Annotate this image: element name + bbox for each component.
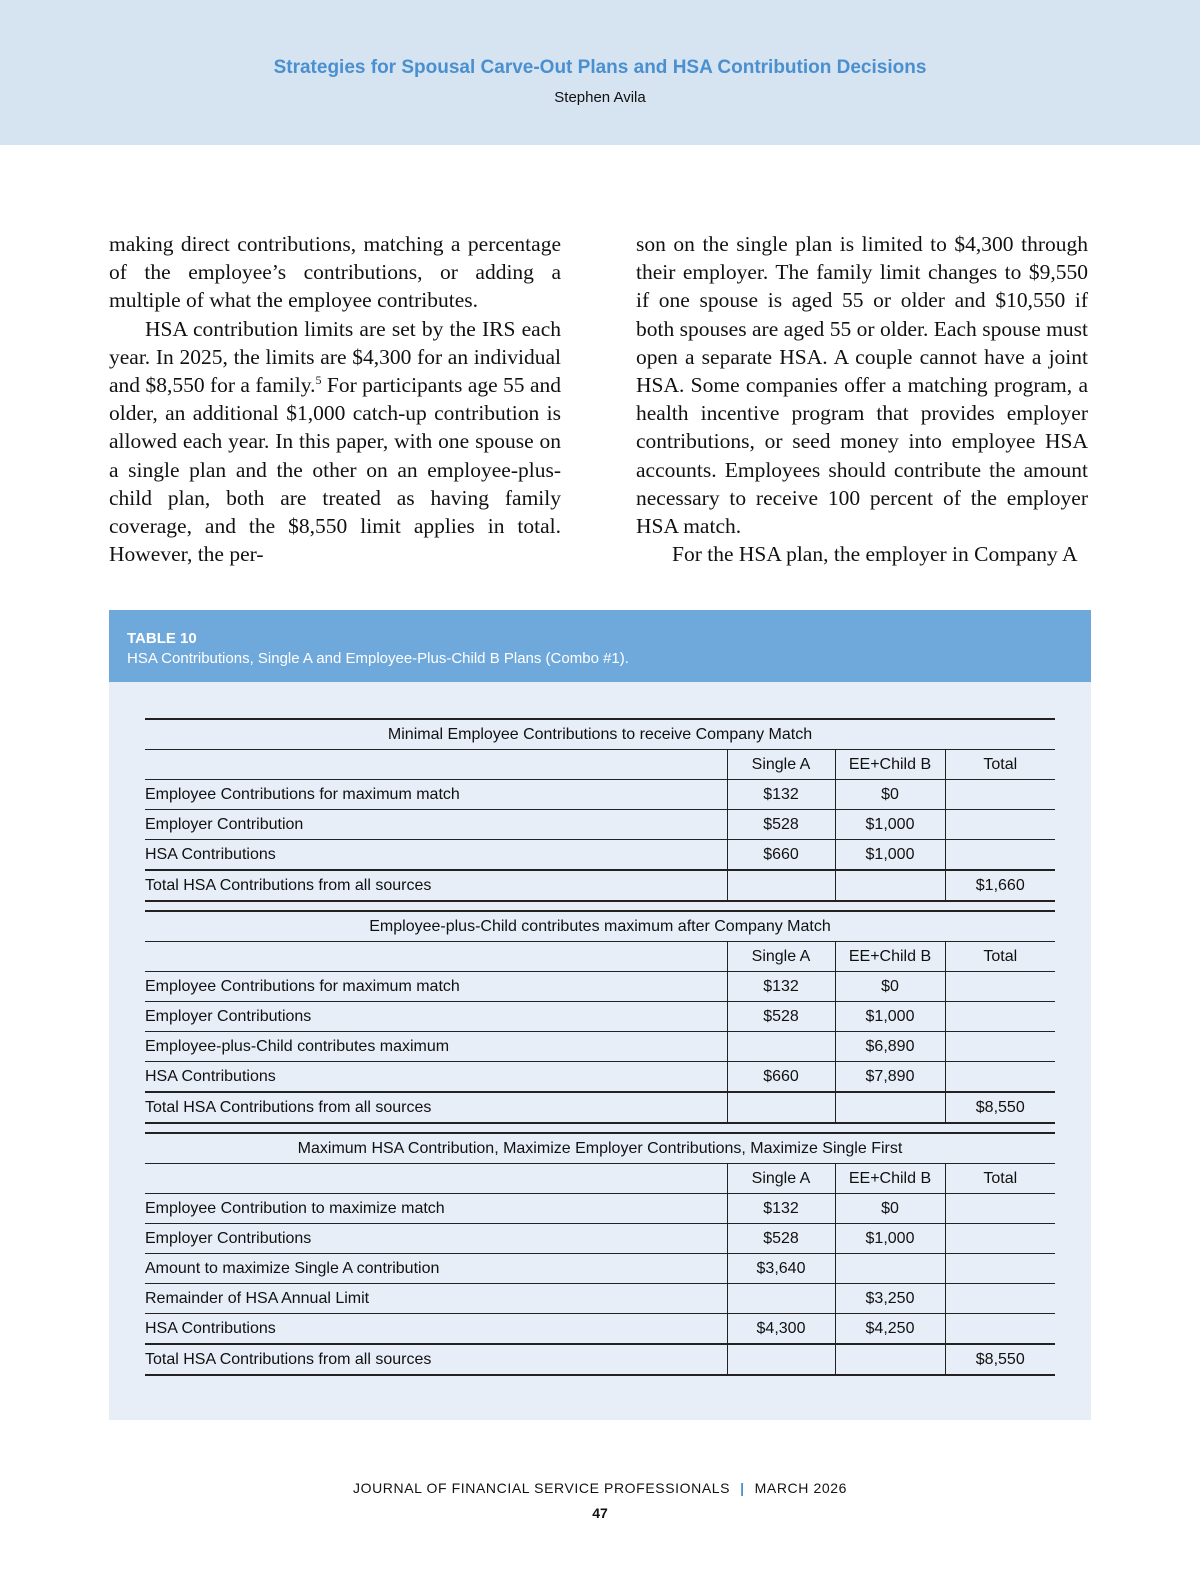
column-header-total: Total: [945, 750, 1055, 780]
cell-single-a: $3,640: [727, 1254, 835, 1284]
cell-single-a: $132: [727, 780, 835, 810]
table-label: TABLE 10: [127, 630, 197, 647]
cell-ee-child-b: [835, 1254, 945, 1284]
cell-total: [945, 780, 1055, 810]
table-row: [145, 1032, 1055, 1062]
total-row: [145, 1344, 1055, 1375]
cell-total: $1,660: [945, 870, 1055, 901]
row-label: Amount to maximize Single A contribution: [145, 1254, 727, 1284]
table-row: [145, 810, 1055, 840]
table-panel: [109, 610, 1091, 1420]
row-label: HSA Contributions: [145, 1062, 727, 1093]
footer: [0, 1480, 1200, 1496]
cell-ee-child-b: $0: [835, 972, 945, 1002]
body-paragraph: son on the single plan is limited to $4,300 through their employer. The family limit changes to $9,550 if one spouse is aged 55 or older and $10,550 if both spouses are aged 55 or older. Each spouse must open a separate HSA. A couple cannot have a joint HSA. Some companies offer a matching program, a health incentive program that provides employer contributions, or seed money into employee HSA accounts. Employees should contribute the amount necessary to receive 100 percent of the employer HSA match.: [636, 232, 1088, 539]
total-row: [145, 1092, 1055, 1123]
column-header-ee-child-b: EE+Child B: [835, 942, 945, 972]
cell-single-a: $528: [727, 1002, 835, 1032]
section-spacer: [145, 901, 1055, 911]
table-row: [145, 1194, 1055, 1224]
cell-single-a: $4,300: [727, 1314, 835, 1345]
column-header-ee-child-b: EE+Child B: [835, 1164, 945, 1194]
table-row: [145, 780, 1055, 810]
cell-single-a: $660: [727, 1062, 835, 1093]
cell-ee-child-b: $6,890: [835, 1032, 945, 1062]
row-label: Employee Contribution to maximize match: [145, 1194, 727, 1224]
column-header-total: Total: [945, 942, 1055, 972]
cell-ee-child-b: $1,000: [835, 1002, 945, 1032]
table-row: [145, 1224, 1055, 1254]
total-row-label: Total HSA Contributions from all sources: [145, 1092, 727, 1123]
cell-single-a: [727, 870, 835, 901]
table-row: [145, 1284, 1055, 1314]
page-number: 47: [592, 1505, 608, 1521]
cell-total: [945, 1002, 1055, 1032]
column-header-single-a: Single A: [727, 942, 835, 972]
section-title: Minimal Employee Contributions to receive Company Match: [145, 719, 1055, 750]
section-spacer: [145, 1123, 1055, 1133]
table-row: [145, 1314, 1055, 1345]
spacer-cell: [145, 901, 1055, 911]
cell-single-a: [727, 1032, 835, 1062]
cell-single-a: $660: [727, 840, 835, 871]
cell-ee-child-b: [835, 1092, 945, 1123]
row-label-header: [145, 1164, 727, 1194]
table-row: [145, 1002, 1055, 1032]
cell-ee-child-b: [835, 870, 945, 901]
body-column-left: [109, 230, 561, 568]
cell-total: [945, 1062, 1055, 1093]
row-label: Employee-plus-Child contributes maximum: [145, 1032, 727, 1062]
running-header: [0, 0, 1200, 145]
footnote-marker[interactable]: 5: [315, 372, 322, 387]
row-label-header: [145, 750, 727, 780]
cell-total: [945, 1284, 1055, 1314]
cell-ee-child-b: $7,890: [835, 1062, 945, 1093]
body-column-right: [636, 230, 1088, 568]
body-paragraph: making direct contributions, matching a percentage of the employee’s contributions, or adding a multiple of what the employee contributes.: [109, 232, 561, 313]
row-label: Employee Contributions for maximum match: [145, 780, 727, 810]
cell-total: [945, 1314, 1055, 1345]
cell-single-a: $528: [727, 1224, 835, 1254]
cell-single-a: [727, 1344, 835, 1375]
column-header-row: [145, 750, 1055, 780]
total-row-label: Total HSA Contributions from all sources: [145, 870, 727, 901]
cell-ee-child-b: $1,000: [835, 840, 945, 871]
row-label: Remainder of HSA Annual Limit: [145, 1284, 727, 1314]
column-header-single-a: Single A: [727, 1164, 835, 1194]
cell-ee-child-b: $0: [835, 1194, 945, 1224]
table-heading: [109, 610, 1091, 682]
cell-total: [945, 840, 1055, 871]
cell-ee-child-b: $1,000: [835, 1224, 945, 1254]
row-label: Employer Contributions: [145, 1224, 727, 1254]
cell-total: [945, 1194, 1055, 1224]
row-label: Employee Contributions for maximum match: [145, 972, 727, 1002]
total-row: [145, 870, 1055, 901]
cell-single-a: [727, 1092, 835, 1123]
row-label: Employer Contributions: [145, 1002, 727, 1032]
cell-single-a: $132: [727, 972, 835, 1002]
column-header-single-a: Single A: [727, 750, 835, 780]
section-title-row: [145, 911, 1055, 942]
cell-total: [945, 810, 1055, 840]
column-header-row: [145, 1164, 1055, 1194]
cell-single-a: [727, 1284, 835, 1314]
cell-ee-child-b: $4,250: [835, 1314, 945, 1345]
table-row: [145, 840, 1055, 871]
cell-ee-child-b: [835, 1344, 945, 1375]
spacer-cell: [145, 1123, 1055, 1133]
body-paragraph: For the HSA plan, the employer in Company A: [672, 542, 1078, 567]
table-row: [145, 1254, 1055, 1284]
cell-total: $8,550: [945, 1092, 1055, 1123]
journal-name: JOURNAL OF FINANCIAL SERVICE PROFESSIONALS: [353, 1480, 731, 1496]
table-row: [145, 1062, 1055, 1093]
cell-total: [945, 1032, 1055, 1062]
footer-separator: |: [740, 1480, 745, 1496]
total-row-label: Total HSA Contributions from all sources: [145, 1344, 727, 1375]
table-caption: HSA Contributions, Single A and Employee-Plus-Child B Plans (Combo #1).: [127, 650, 629, 667]
cell-ee-child-b: $1,000: [835, 810, 945, 840]
hsa-contributions-table: [145, 718, 1055, 1376]
cell-total: [945, 1224, 1055, 1254]
section-title: Maximum HSA Contribution, Maximize Employer Contributions, Maximize Single First: [145, 1133, 1055, 1164]
cell-total: [945, 972, 1055, 1002]
article-author: Stephen Avila: [554, 89, 646, 106]
article-title: Strategies for Spousal Carve-Out Plans and HSA Contribution Decisions: [273, 57, 927, 78]
column-header-ee-child-b: EE+Child B: [835, 750, 945, 780]
cell-ee-child-b: $3,250: [835, 1284, 945, 1314]
cell-single-a: $132: [727, 1194, 835, 1224]
cell-ee-child-b: $0: [835, 780, 945, 810]
section-title-row: [145, 1133, 1055, 1164]
column-header-total: Total: [945, 1164, 1055, 1194]
body-paragraph: HSA contribution limits are set by the IRS each year. In 2025, the limits are $4,300 for an individual and $8,550 for a family.$^5$ For participants age 55 and older, an additional $1,000 catch-up contribution is allowed each year. In this paper, with one spouse on a single plan and the other on an employee-plus-child plan, both are treated as having family coverage, and the $8,550 limit applies in total. However, the per-: [109, 316, 561, 567]
row-label: HSA Contributions: [145, 1314, 727, 1345]
cell-total: [945, 1254, 1055, 1284]
cell-single-a: $528: [727, 810, 835, 840]
section-title: Employee-plus-Child contributes maximum after Company Match: [145, 911, 1055, 942]
row-label: Employer Contribution: [145, 810, 727, 840]
section-title-row: [145, 719, 1055, 750]
column-header-row: [145, 942, 1055, 972]
cell-total: $8,550: [945, 1344, 1055, 1375]
row-label-header: [145, 942, 727, 972]
issue-date: MARCH 2026: [754, 1480, 847, 1496]
row-label: HSA Contributions: [145, 840, 727, 871]
table-row: [145, 972, 1055, 1002]
